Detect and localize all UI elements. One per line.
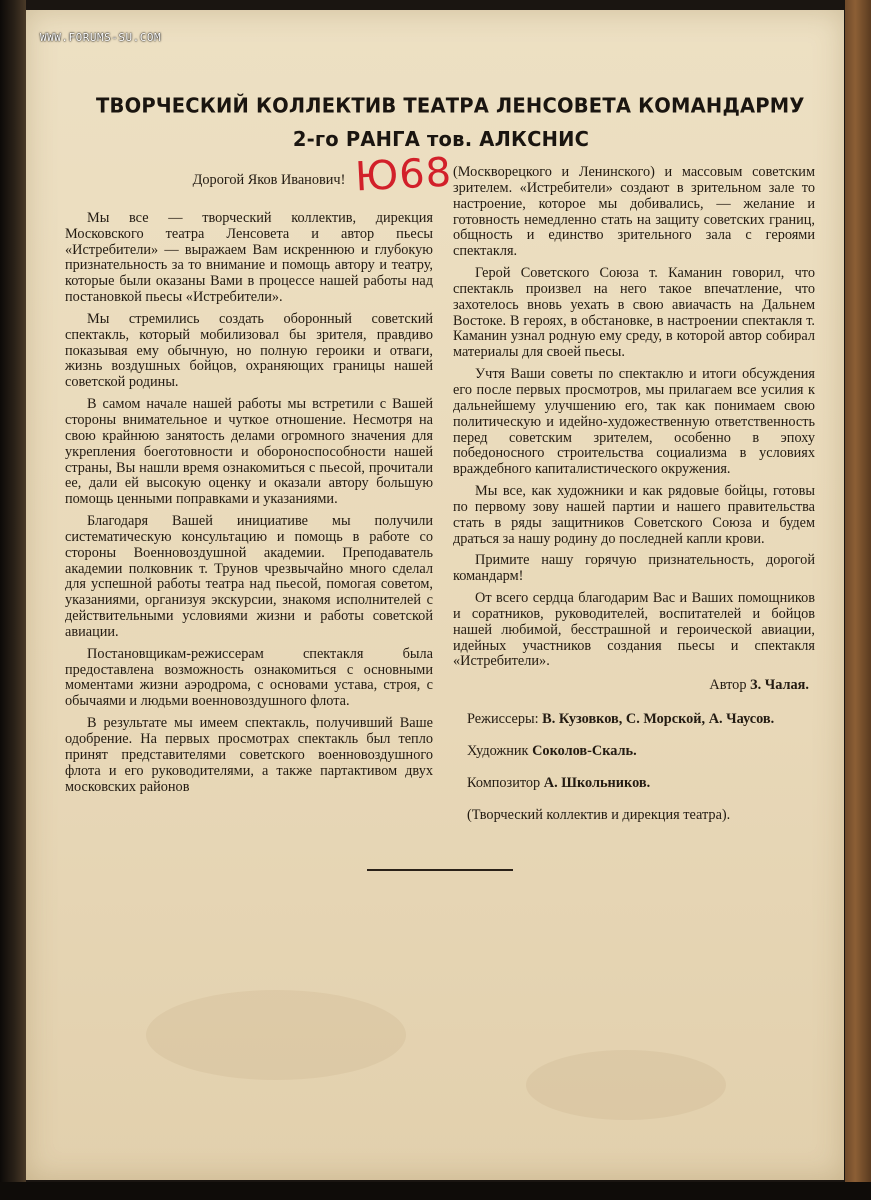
page-headline <box>96 89 805 156</box>
book-page-stack <box>845 0 871 1200</box>
credit-role: Режиссеры: <box>467 711 539 728</box>
right-column <box>453 165 815 840</box>
paragraph: Герой Советского Союза т. Каманин говорил, что спектакль произвел на него такое впечатление, что захотелось вновь уехать в свою авиачасть на Дальнем Востоке. В героях, в обстановке, в настроении спектакля т. Каманин узнал родную ему среду, в которой автор собирал материалы для своей пьесы. <box>453 265 815 361</box>
credit-role: Художник <box>467 743 529 759</box>
paper-stain <box>146 990 406 1080</box>
paragraph: Мы все, как художники и как рядовые бойцы, готовы по первому зову нашей партии и нашего правительства стать в ряды защитников Советского Союза и будем драться за нашу родину до последней капли крови. <box>453 483 815 547</box>
paragraph: Постановщикам-режиссерам спектакля была предоставлена возможность ознакомиться с основными моментами жизни аэродрома, с основами устава, строя, с обычаями и людьми военновоздушного флота. <box>65 645 433 710</box>
closing-note: (Творческий коллектив и дирекция театра). <box>467 806 731 823</box>
paragraph-continued: (Москворецкого и Ленинского) и массовым советским зрителем. «Истребители» создают в зрительном зале то настроение, которое мы добивались, — желание и готовность немедленно стать на защиту советских границ, общность и единство зрительного зала с героями спектакля. <box>453 164 815 260</box>
paragraph: Примите нашу горячую признательность, дорогой командарм! <box>453 552 815 585</box>
section-divider <box>367 869 513 871</box>
watermark-text: WWW.FORUMS-SU.COM <box>40 31 162 44</box>
author-name: З. Чалая. <box>750 677 809 694</box>
headline-line-2: 2-го РАНГА тов. АЛКСНИС <box>292 127 590 152</box>
paragraph: Мы стремились создать оборонный советский спектакль, который мобилизовал бы зрителя, правдиво показывая ему обычную, но полную героики и отваги, жизнь воздушных бойцов, охраняющих границы нашей советской родины. <box>65 310 433 391</box>
left-column <box>65 173 433 801</box>
headline-line-1: ТВОРЧЕСКИЙ КОЛЛЕКТИВ ТЕАТРА ЛЕНСОВЕТА КОМАНДАРМУ <box>96 93 805 118</box>
paragraph: В результате мы имеем спектакль, получивший Ваше одобрение. На первых просмотрах спектакль был тепло принят представителями советского военновоздушного флота и его руководителями, а также партактивом двух московских районов <box>65 715 433 795</box>
credit-role: Композитор <box>467 774 541 791</box>
credit-directors <box>467 712 815 728</box>
credit-artist <box>467 744 815 760</box>
credit-names: В. Кузовков, С. Морской, А. Чаусов. <box>542 711 775 728</box>
greeting: Дорогой Яков Иванович! <box>192 172 346 188</box>
credit-names: А. Школьников. <box>543 774 651 791</box>
paragraph: От всего сердца благодарим Вас и Ваших помощников и соратников, руководителей, воспитателей и бойцов нашей любимой, бесстрашной и героической авиации, идейных участников создания пьесы и спектакля «Истребители». <box>453 590 815 670</box>
credit-composer <box>467 776 815 792</box>
book-bottom-edge <box>0 1182 871 1200</box>
credit-names: Соколов-Скаль. <box>532 743 637 759</box>
paragraph: Мы все — творческий коллектив, дирекция Московского театра Ленсовета и автор пьесы «Истребители» — выражаем Вам искреннюю и глубокую признательность за то внимание и помощь автору и театру, которые были оказаны Вами в процессе нашей работы над постановкой пьесы «Истребители». <box>65 209 433 306</box>
author-label: Автор <box>709 677 747 694</box>
handwritten-mark: Ю68 <box>353 149 454 201</box>
paragraph: Благодаря Вашей инициативе мы получили систематическую консультацию и помощь в работе со стороны Военновоздушной академии. Преподаватель академии полковник т. Трунов чрезвычайно много сделал для успешной работы театра над пьесой, помогая советом, указаниями, организуя экскурсии, знакомя исполнителей с действительными условиями жизни и работы советской авиации. <box>65 513 433 640</box>
paper-stain <box>526 1050 726 1120</box>
book-binding-edge <box>0 0 26 1200</box>
paragraph: Учтя Ваши советы по спектаклю и итоги обсуждения его после первых просмотров, мы прилагаем все усилия к дальнейшему улучшению его, так как понимаем свою политическую и идейно-художественную ответственность перед советским зрителем, особенно в эпоху победоносного строительства социализма в условиях враждебного капиталистического окружения. <box>453 366 815 478</box>
paragraph: В самом начале нашей работы мы встретили с Вашей стороны внимательное и чуткое отношение. Несмотря на свою крайнюю занятость делами огромного значения для укрепления боеготовности и обороноспособности нашей страны, Вы нашли время ознакомиться с пьесой, прочитали ее, дали ей высокую оценку и оказали автору большую помощь ценными поправками и указаниями. <box>65 396 433 508</box>
author-line <box>453 678 809 694</box>
